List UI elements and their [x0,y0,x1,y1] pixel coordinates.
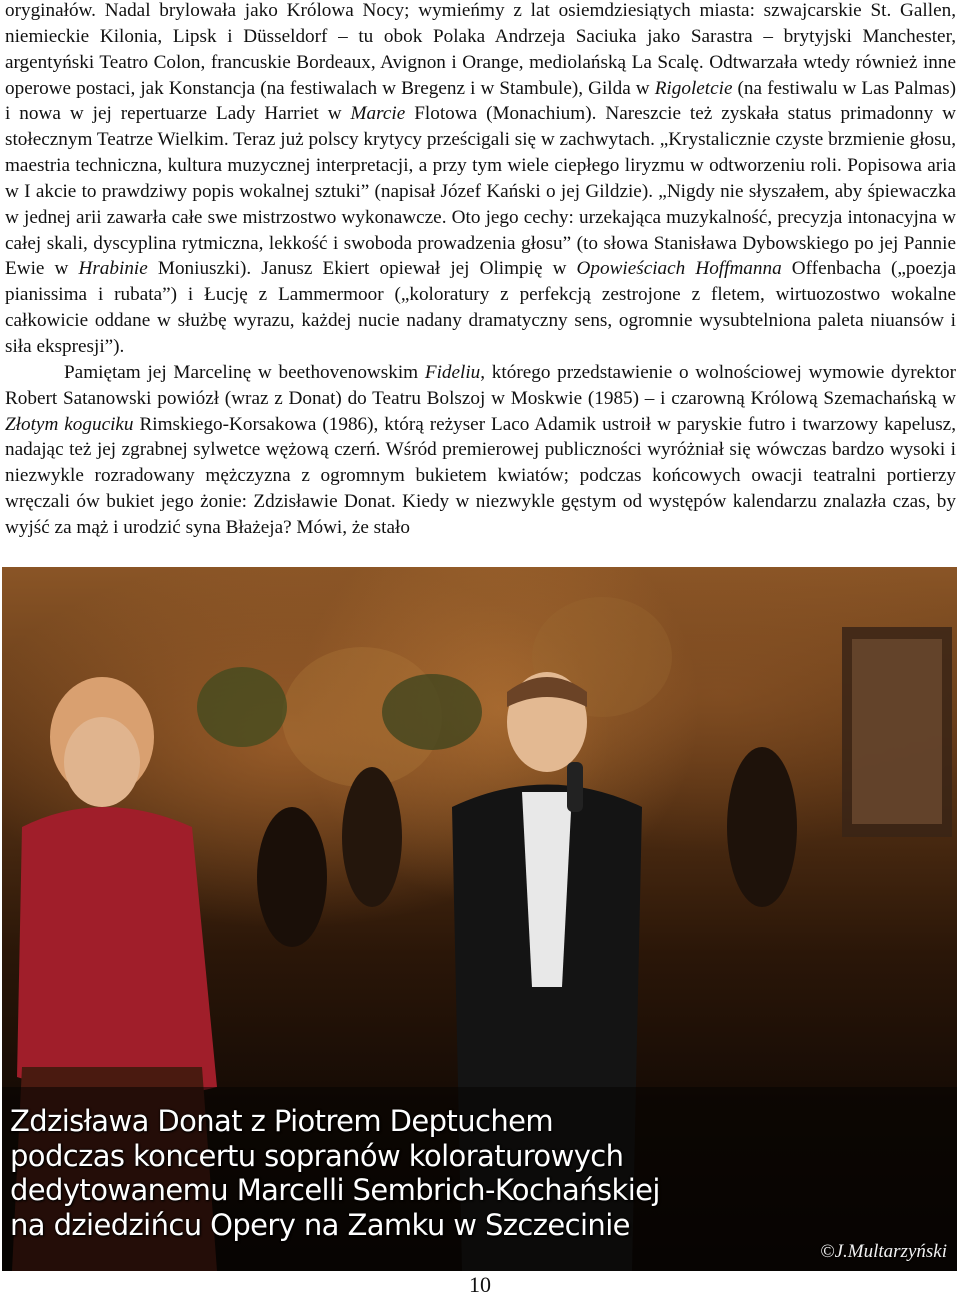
poster [852,639,942,824]
woman-face [64,717,140,807]
italic-title: Opowieściach Hoffmanna [576,258,782,280]
microphone [567,762,583,812]
italic-title: Złotym koguciku [5,413,134,435]
photographer-signature: ©J.Multarzyński [820,1241,947,1262]
text-run: oryginałów. Nadal brylowała jako Królowa Nocy; wymieńmy z lat osiemdziesiątych miasta: szwajcarskie St. Gallen, niemieckie Kilonia, Lipsk i Düsseldorf – tu obok Polaka Andrzeja Saciuka jako Sarastra – brytyjski Manchester, argentyński Teatro Colon, francuskie Bordeaux, Avignon i Orange, mediolańską La Scalę. Odtwarzała wtedy również inne operowe postaci, jak Konstancja (na festiwalach w Bregenz i w Stambule), Gilda w [5,0,956,99]
photo-caption [10,1104,770,1242]
caption-line: podczas koncertu sopranów koloraturowych [10,1138,624,1173]
body-text [5,0,956,541]
concert-photo [2,567,957,1271]
paragraph-2 [5,360,956,541]
text-run: Pamiętam jej Marcelinę w beethovenowskim [64,361,425,383]
italic-title: Marcie [350,103,406,125]
caption-line: Zdzisława Donat z Piotrem Deptuchem [10,1104,553,1138]
red-jacket [17,807,217,1097]
italic-title: Rigoletcie [654,77,733,99]
musician-silhouette [257,807,327,947]
text-run: Flotowa (Monachium). Nareszcie też zyskała status primadonny w stołecznym Teatrze Wielkim. Teraz już polscy krytycy prześcigali się w zachwytach. „Krystalicznie czyste brzmienie głosu, maestria techniczna, kultura muzycznej interpretacji, a przy tym wiele ciepłego liryzmu w odtworzeniu roli. Popisowa aria w I akcie to prawdziwy popis wokalnej sztuki” (napisał Józef Kański o jej Gildzie). „Nigdy nie słyszałem, aby śpiewaczka w jednej arii zawarła całe swe mistrzostwo wykonawcze. Oto jego cechy: urzekająca muzykalność, precyzja intonacyjna w całej skali, dyscyplina rytmiczna, lekkość i swoboda prowadzenia głosu” (to słowa Stanisława Dybowskiego po jej Pannie Ewie w [5,103,956,280]
text-run: , którego przedstawienie o wolnościowej wymowie dyrektor Robert Satanowski powiózł (wraz z Donat) do Teatru Bolszoj w Moskwie (1985) – i czarowną Królową Szemachańską w [5,361,957,409]
text-run: (na festiwalu w Las Palmas) i nowa w jej repertuarze Lady Harriet w [5,77,956,125]
text-run: Rimskiego-Korsakowa (1986), którą reżyser Laco Adamik ustroił w paryskie futro i twarzowy kapelusz, nadając też jej zgrabnej sylwetce wężową czerń. Wśród premierowej publiczności wyróżniał się wówczas bardzo wysoki i niezwykle rozradowany mężczyzna z ogromnym bukietem kwiatów; podczas końcowych owacji teatralni portierzy wręczali ów bukiet jego żonie: Zdzisławie Donat. Kiedy w niezwykle gęstym od występów kalendarzu znalazła czas, by wyjść za mąż i urodzić syna Błażeja? Mówi, że stało [5,413,956,538]
paragraph-1 [5,0,956,360]
page-number: 10 [469,1272,491,1297]
plant [382,674,482,750]
caption-line: dedytowanemu Marcelli Sembrich-Kochańskiej [10,1173,660,1207]
italic-title: Hrabinie [78,258,148,280]
musician-silhouette [342,767,402,907]
caption-line: na dziedzińcu Opery na Zamku w Szczecinie [10,1207,630,1242]
italic-title: Fideliu [424,361,481,383]
musician-silhouette [727,747,797,907]
text-run: Moniuszki). Janusz Ekiert opiewał jej Olimpię w [147,258,577,280]
plant [197,667,287,747]
text-run: Offenbacha („poezja pianissima i rubata”) i Łucję z Lammermoor („koloratury z perfekcją zestrojone z fletem, wirtuozostwo wokalne całkowicie oddane w służbę wyrazu, każdej nucie nadany dramatyczny sens, ogromnie wysubtelniona paleta niuansów i siła ekspresji”). [5,258,956,357]
